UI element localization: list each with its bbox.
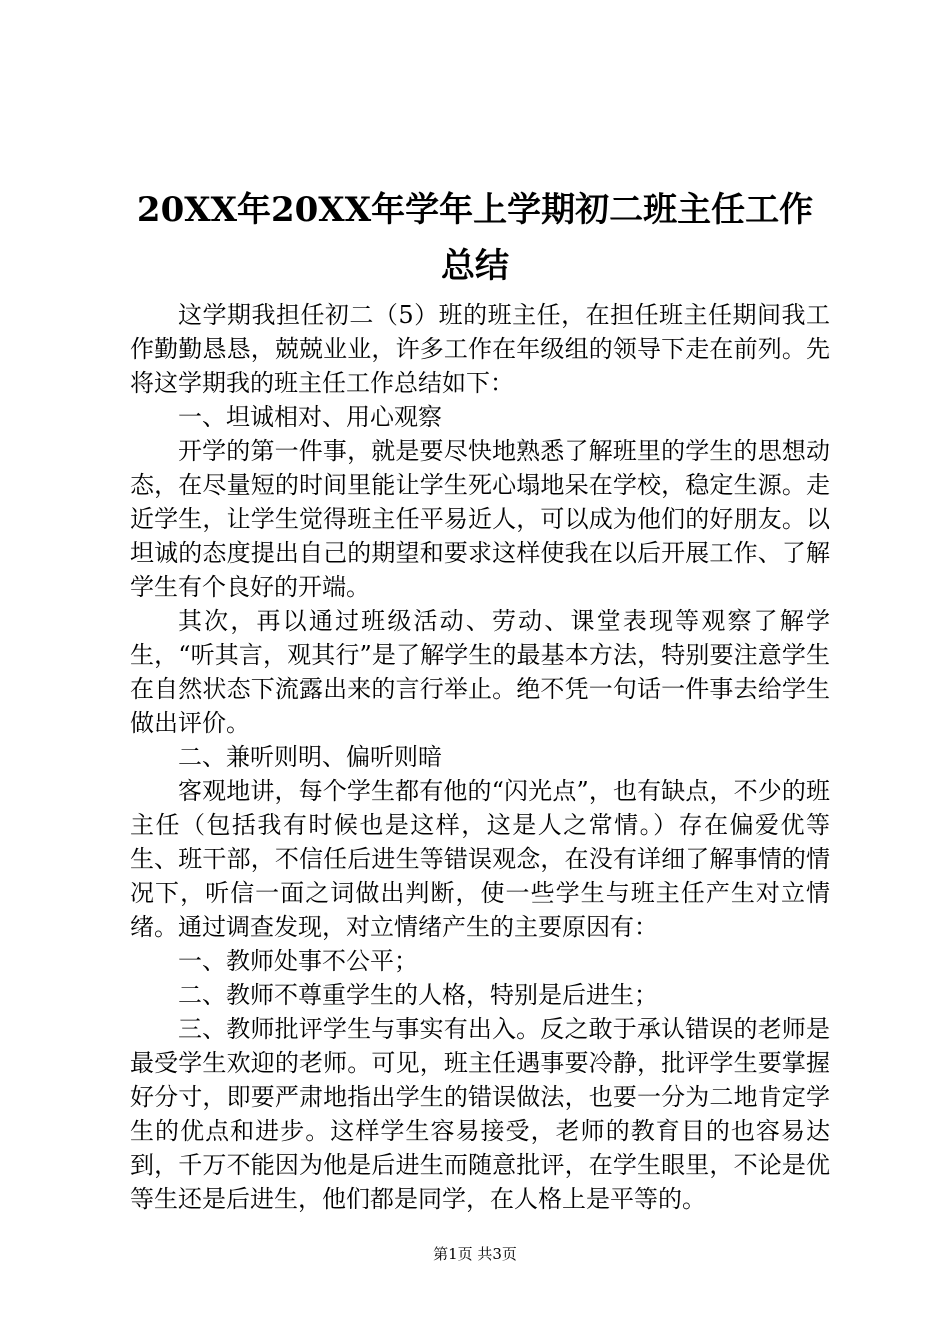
paragraph: 客观地讲，每个学生都有他的“闪光点”，也有缺点，不少的班主任（包括我有时候也是这样，这是人之常情。）存在偏爱优等生、班干部，不信任后进生等错误观念，在没有详细了解事情的情况下，听信一面之词做出判断，使一些学生与班主任产生对立情绪。通过调查发现，对立情绪产生的主要原因有： [130,777,830,941]
paragraph-intro: 这学期我担任初二（5）班的班主任，在担任班主任期间我工作勤勤恳恳，兢兢业业，许多工作在年级组的领导下走在前列。先将这学期我的班主任工作总结如下： [130,301,830,397]
paragraph: 其次，再以通过班级活动、劳动、课堂表现等观察了解学生，“听其言，观其行”是了解学生的最基本方法，特别要注意学生在自然状态下流露出来的言行举止。绝不凭一句话一件事去给学生做出评价。 [130,607,830,737]
paragraph: 开学的第一件事，就是要尽快地熟悉了解班里的学生的思想动态，在尽量短的时间里能让学生死心塌地呆在学校，稳定生源。走近学生，让学生觉得班主任平易近人，可以成为他们的好朋友。以坦诚的态度提出自己的期望和要求这样使我在以后开展工作、了解学生有个良好的开端。 [130,437,830,601]
document-title: 20XX年20XX年学年上学期初二班主任工作总结 [136,190,814,286]
page-footer: 第1页 共3页 [433,1245,517,1263]
document-body [130,298,830,1216]
section-heading-1: 一、坦诚相对、用心观察 [178,403,442,431]
section-heading-2: 二、兼听则明、偏听则暗 [178,743,442,771]
list-item: 三、教师批评学生与事实有出入。反之敢于承认错误的老师是最受学生欢迎的老师。可见，班主任遇事要冷静，批评学生要掌握好分寸，即要严肃地指出学生的错误做法，也要一分为二地肯定学生的优点和进步。这样学生容易接受，老师的教育目的也容易达到，千万不能因为他是后进生而随意批评，在学生眼里，不论是优等生还是后进生，他们都是同学，在人格上是平等的。 [130,1015,830,1213]
list-item: 二、教师不尊重学生的人格，特别是后进生； [178,981,658,1009]
list-item: 一、教师处事不公平； [178,947,418,975]
